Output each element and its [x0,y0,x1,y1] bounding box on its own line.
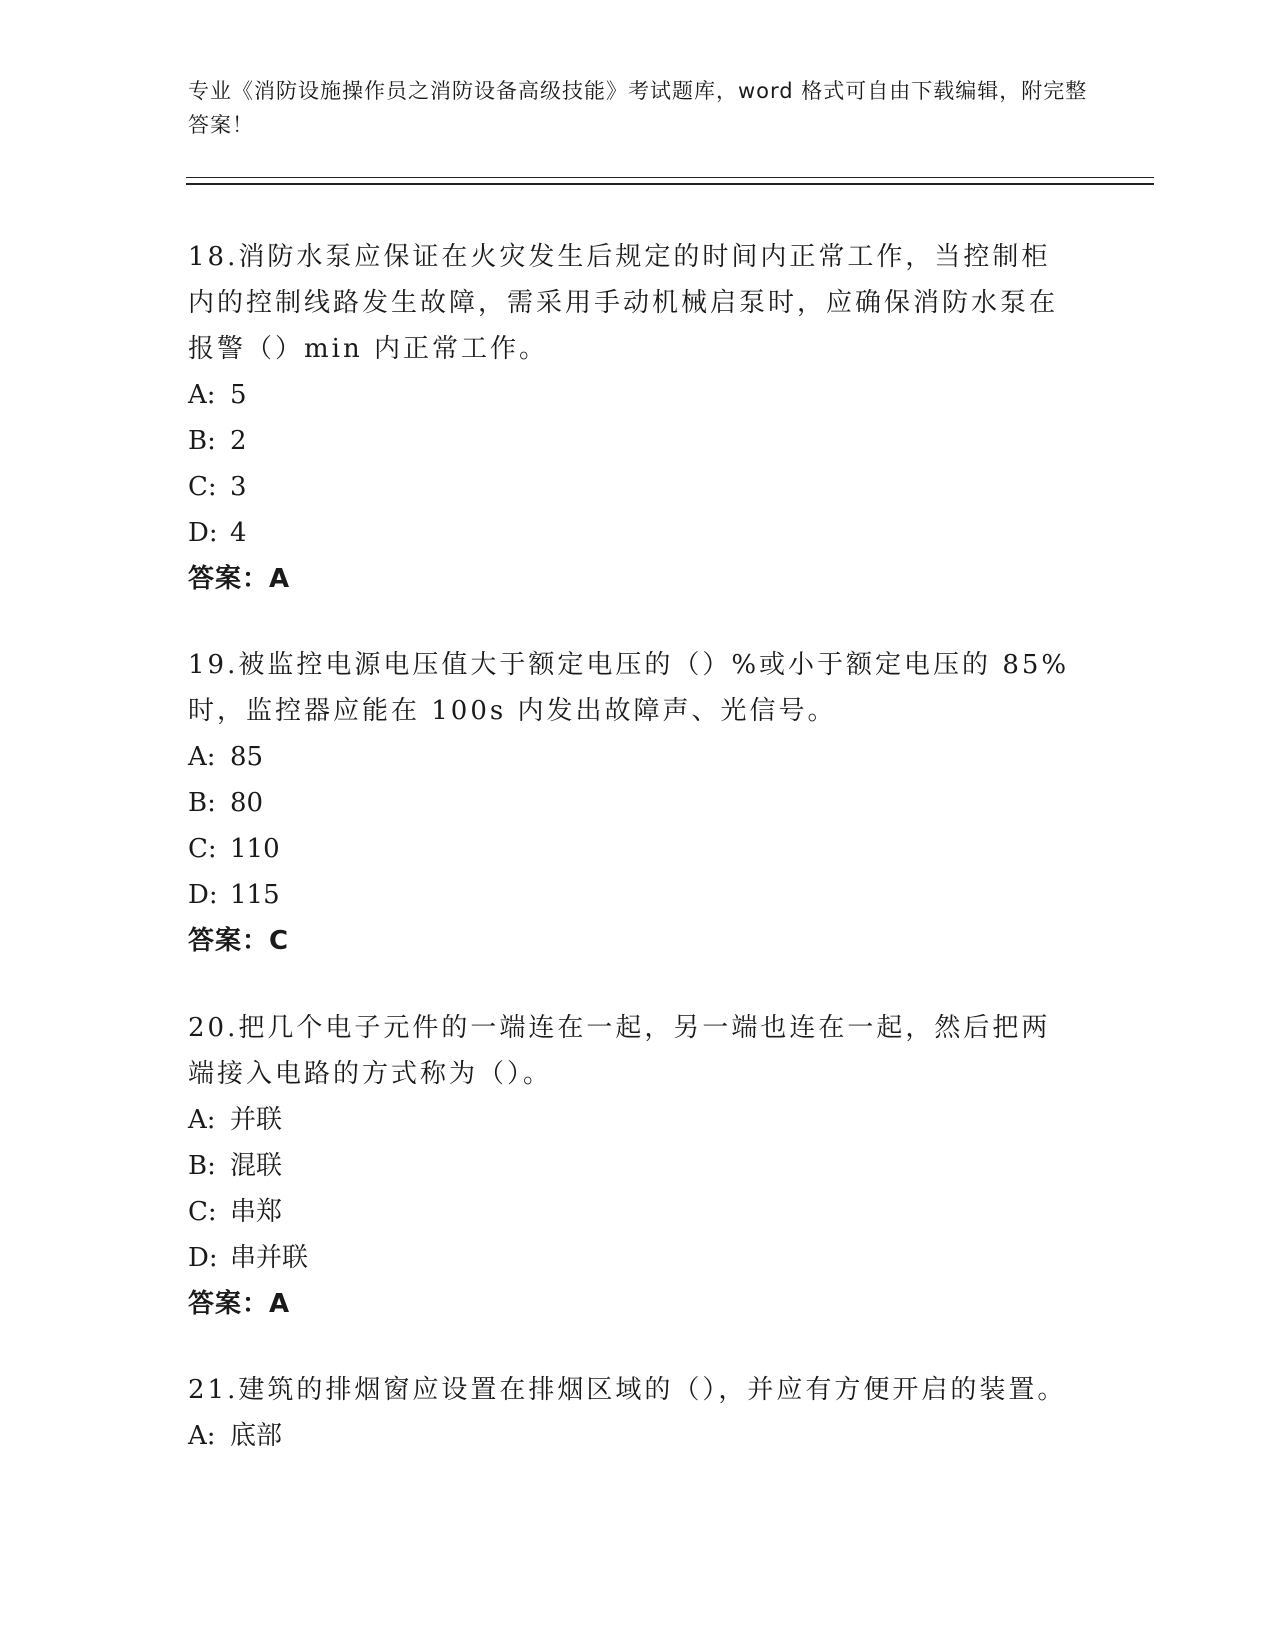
option-b [188,418,1078,464]
option-letter: C: [188,834,217,864]
option-c [188,1189,1078,1235]
option-letter: A: [188,742,216,772]
option-letter: B: [188,1151,216,1181]
option-text: 3 [230,472,247,502]
option-c [188,826,1078,872]
option-letter: B: [188,426,216,456]
option-a [188,1097,1078,1143]
question-21 [188,1367,1078,1459]
option-letter: D: [188,880,218,910]
question-19 [188,642,1078,964]
question-stem: 20.把几个电子元件的一端连在一起，另一端也连在一起，然后把两端接入电路的方式称为（）。 [188,1013,1051,1089]
option-text: 85 [230,742,264,772]
option-a [188,1413,1078,1459]
option-letter: D: [188,1243,218,1273]
document-header: 专业《消防设施操作员之消防设备高级技能》考试题库，word 格式可自由下载编辑，附完整答案！ [188,79,1088,137]
question-18 [188,234,1078,602]
option-b [188,1143,1078,1189]
option-letter: A: [188,1105,216,1135]
question-stem: 21.建筑的排烟窗应设置在排烟区域的（），并应有方便开启的装置。 [188,1375,1067,1405]
question-stem: 19.被监控电源电压值大于额定电压的（）%或小于额定电压的 85%时，监控器应能在 100s 内发出故障声、光信号。 [188,650,1070,726]
option-c [188,464,1078,510]
option-text: 110 [230,834,280,864]
header-divider-thick [186,183,1154,185]
option-d [188,510,1078,556]
option-text: 115 [230,880,280,910]
answer-line: 答案：A [188,1289,291,1319]
option-letter: C: [188,472,217,502]
option-text: 串郑 [230,1197,283,1227]
option-text: 并联 [230,1105,283,1135]
option-text: 4 [230,518,247,548]
question-20 [188,1005,1078,1327]
option-letter: A: [188,1421,216,1451]
option-text: 底部 [230,1421,283,1451]
option-text: 5 [230,380,247,410]
option-letter: B: [188,788,216,818]
option-a [188,372,1078,418]
option-text: 80 [230,788,264,818]
option-text: 串并联 [230,1243,309,1273]
question-stem: 18.消防水泵应保证在火灾发生后规定的时间内正常工作，当控制柜内的控制线路发生故障，需采用手动机械启泵时，应确保消防水泵在报警（）min 内正常工作。 [188,242,1059,364]
answer-line: 答案：C [188,926,290,956]
option-letter: C: [188,1197,217,1227]
option-text: 2 [230,426,247,456]
option-d [188,872,1078,918]
header-divider-thin [186,177,1154,178]
option-letter: A: [188,380,216,410]
option-d [188,1235,1078,1281]
option-letter: D: [188,518,218,548]
option-a [188,734,1078,780]
option-text: 混联 [230,1151,283,1181]
answer-line: 答案：A [188,564,291,594]
option-b [188,780,1078,826]
